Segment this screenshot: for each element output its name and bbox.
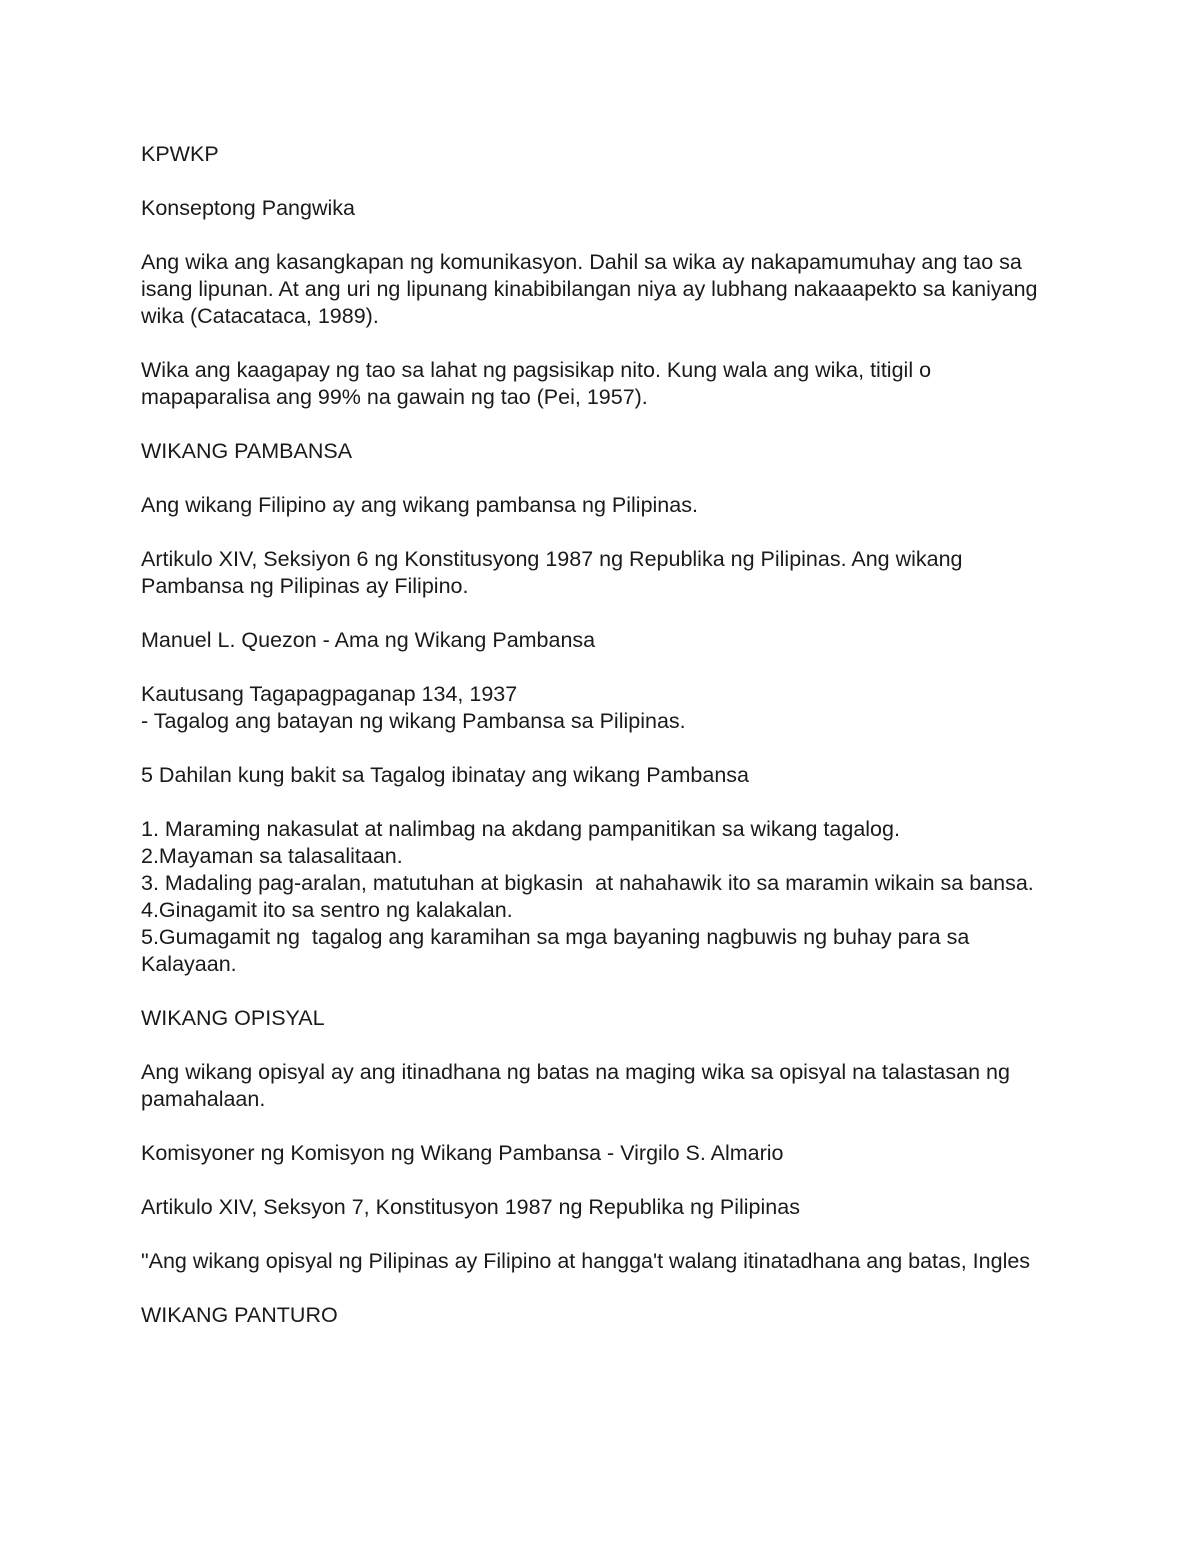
paragraph: Ang wikang Filipino ay ang wikang pambansa ng Pilipinas. [141,493,698,517]
paragraph: Manuel L. Quezon - Ama ng Wikang Pambansa [141,628,596,652]
list-item: 5.Gumagamit ng tagalog ang karamihan sa mga bayaning nagbuwis ng buhay para sa Kalayaan. [141,925,976,976]
section-heading: Konseptong Pangwika [141,196,355,220]
paragraph: Komisyoner ng Komisyon ng Wikang Pambansa - Virgilo S. Almario [141,1141,784,1165]
paragraph: Ang wika ang kasangkapan ng komunikasyon. Dahil sa wika ay nakapamumuhay ang tao sa isang lipunan. At ang uri ng lipunang kinabibilangan niya ay lubhang nakaaapekto sa kaniyang wika (Catacataca, 1989). [141,250,1044,328]
paragraph: - Tagalog ang batayan ng wikang Pambansa sa Pilipinas. [141,709,686,733]
list-item: 4.Ginagamit ito sa sentro ng kalakalan. [141,898,513,922]
paragraph: Ang wikang opisyal ay ang itinadhana ng batas na maging wika sa opisyal na talastasan ng pamahalaan. [141,1060,1016,1111]
paragraph: Artikulo XIV, Seksyon 7, Konstitusyon 1987 ng Republika ng Pilipinas [141,1195,800,1219]
section-heading: WIKANG PAMBANSA [141,439,353,463]
paragraph: Artikulo XIV, Seksiyon 6 ng Konstitusyong 1987 ng Republika ng Pilipinas. Ang wikang Pambansa ng Pilipinas ay Filipino. [141,547,969,598]
paragraph: Wika ang kaagapay ng tao sa lahat ng pagsisikap nito. Kung wala ang wika, titigil o mapaparalisa ang 99% na gawain ng tao (Pei, 1957). [141,358,938,409]
list-item: 3. Madaling pag-aralan, matutuhan at bigkasin at nahahawik ito sa maramin wikain sa bansa. [141,871,1034,895]
document-title: KPWKP [141,142,219,166]
paragraph: "Ang wikang opisyal ng Pilipinas ay Filipino at hangga't walang itinatadhana ang batas, Ingles [141,1249,1031,1273]
list-item: 1. Maraming nakasulat at nalimbag na akdang pampanitikan sa wikang tagalog. [141,817,900,841]
section-heading: WIKANG PANTURO [141,1303,338,1327]
paragraph: 5 Dahilan kung bakit sa Tagalog ibinatay ang wikang Pambansa [141,763,749,787]
document-body [141,141,1061,1329]
paragraph: Kautusang Tagapagpaganap 134, 1937 [141,682,518,706]
list-item: 2.Mayaman sa talasalitaan. [141,844,403,868]
section-heading: WIKANG OPISYAL [141,1006,325,1030]
